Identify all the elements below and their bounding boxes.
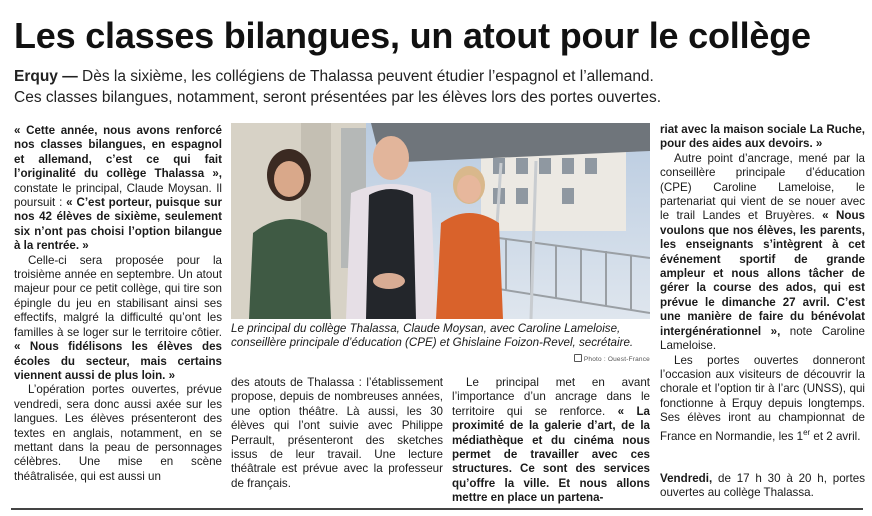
event-text: de 17 h 30 à 20 h, portes ouvertes au collège Thalassa. bbox=[660, 472, 865, 500]
quote-1: « Cette année, nous avons renforcé nos classes bilangues, en espagnol et allemand, c’est ce qui fait l’originalité du collège Thalassa », bbox=[14, 124, 222, 181]
photo-caption: Le principal du collège Thalassa, Claude Moysan, avec Caroline Lameloise, conseillère principale d’éducation (CPE) et Ghislaine Foizon-Revel, secrétaire. bbox=[231, 322, 634, 350]
quote-2: « C’est porteur, puisque sur nos 42 élèves de sixième, seulement six n’ont pas choisi l’option bilangue à la rentrée. » bbox=[14, 196, 222, 253]
lead-text-2: Ces classes bilangues, notamment, seront présentées par les élèves lors des portes ouvertes. bbox=[14, 89, 662, 106]
photo-credit-text: Photo : Ouest-France bbox=[583, 356, 650, 363]
quote-5: « Nous voulons que nos élèves, les parents, les enseignants s’intègrent à cet événement sportif de grande ampleur et nous allons tâcher de gérer la course des ados, qui est prévue le dimanche 27 avril. C’est une manière de faire du bénévolat intergénérationnel », bbox=[660, 209, 865, 338]
dateline: Erquy — bbox=[14, 68, 78, 85]
article-lead bbox=[14, 66, 864, 108]
event-day: Vendredi, bbox=[660, 472, 713, 485]
article-headline: Les classes bilangues, un atout pour le collège bbox=[14, 15, 811, 56]
bottom-rule bbox=[11, 508, 863, 510]
article-photo bbox=[231, 123, 650, 319]
column-1 bbox=[14, 124, 222, 484]
col4-para-3: Les portes ouvertes donneront l’occasion aux visiteurs de découvrir la chorale et l’option tir à l’arc (UNSS), qui fonctionne à Erquy depuis longtemps. Ses élèves iront au championnat de France en Normandie, les 1 bbox=[660, 353, 865, 443]
column-2 bbox=[231, 376, 443, 491]
lead-text-1: Dès la sixième, les collégiens de Thalassa peuvent étudier l’espagnol et l’allemand. bbox=[77, 68, 654, 85]
event-info bbox=[660, 472, 865, 501]
col4-para-3-end: et 2 avril. bbox=[810, 429, 861, 443]
camera-icon bbox=[574, 354, 582, 362]
col1-para-3: L’opération portes ouvertes, prévue vendredi, sera donc aussi axée sur les langues. Les élèves présenteront des textes en anglais, notamment, en se mettant dans la peau de personnages célèbres. Une mise en scène théâtralisée, qui est aussi un bbox=[14, 383, 222, 483]
quote-4-cont: riat avec la maison sociale La Ruche, pour des aides aux devoirs. » bbox=[660, 123, 865, 151]
photo-credit bbox=[560, 354, 650, 363]
col1-para-2: Celle-ci sera proposée pour la troisième année en septembre. Un atout majeur pour ce petit collège, qui tire son épingle du jeu en stabilisant ainsi ses effectifs, malgré la difficulté qu’ont les familles à se loger sur le territoire côtier. bbox=[14, 253, 222, 339]
column-3 bbox=[452, 376, 650, 506]
col1-text-1: constate le principal, Claude Moysan. Il poursuit : bbox=[14, 181, 222, 210]
col2-text: des atouts de Thalassa : l’établissement propose, depuis de nombreuses années, une option théâtre. Là aussi, les 30 élèves qui l’ont suivie avec Philippe Perrault, présenteront des sketches issus de leur travail. Une lecture théâtrale est prévue avec la professeur de français. bbox=[231, 376, 443, 490]
photo-illustration bbox=[231, 123, 650, 319]
column-4 bbox=[660, 123, 865, 444]
ordinal-suffix: er bbox=[803, 427, 811, 437]
col3-text: Le principal met en avant l’importance d’un ancrage dans le territoire qui se renforce. bbox=[452, 376, 650, 418]
col4-para-2-end: note Caroline Lameloise. bbox=[660, 324, 866, 353]
quote-4: « La proximité de la galerie d’art, de la médiathèque et du cinéma nous permet de travailler avec ces structures. Ce sont des services qu’offre la ville. Et nous allons mettre en place un partena- bbox=[452, 404, 651, 505]
col4-para-2: Autre point d’ancrage, mené par la conseillère principale d’éducation (CPE) Caroline Lameloise, le partenariat qui vient de se nouer avec le trail Landes et Bruyères. bbox=[660, 151, 865, 223]
quote-3: « Nous fidélisons les élèves des écoles du secteur, mais certains viennent aussi de plus loin. » bbox=[14, 340, 222, 382]
